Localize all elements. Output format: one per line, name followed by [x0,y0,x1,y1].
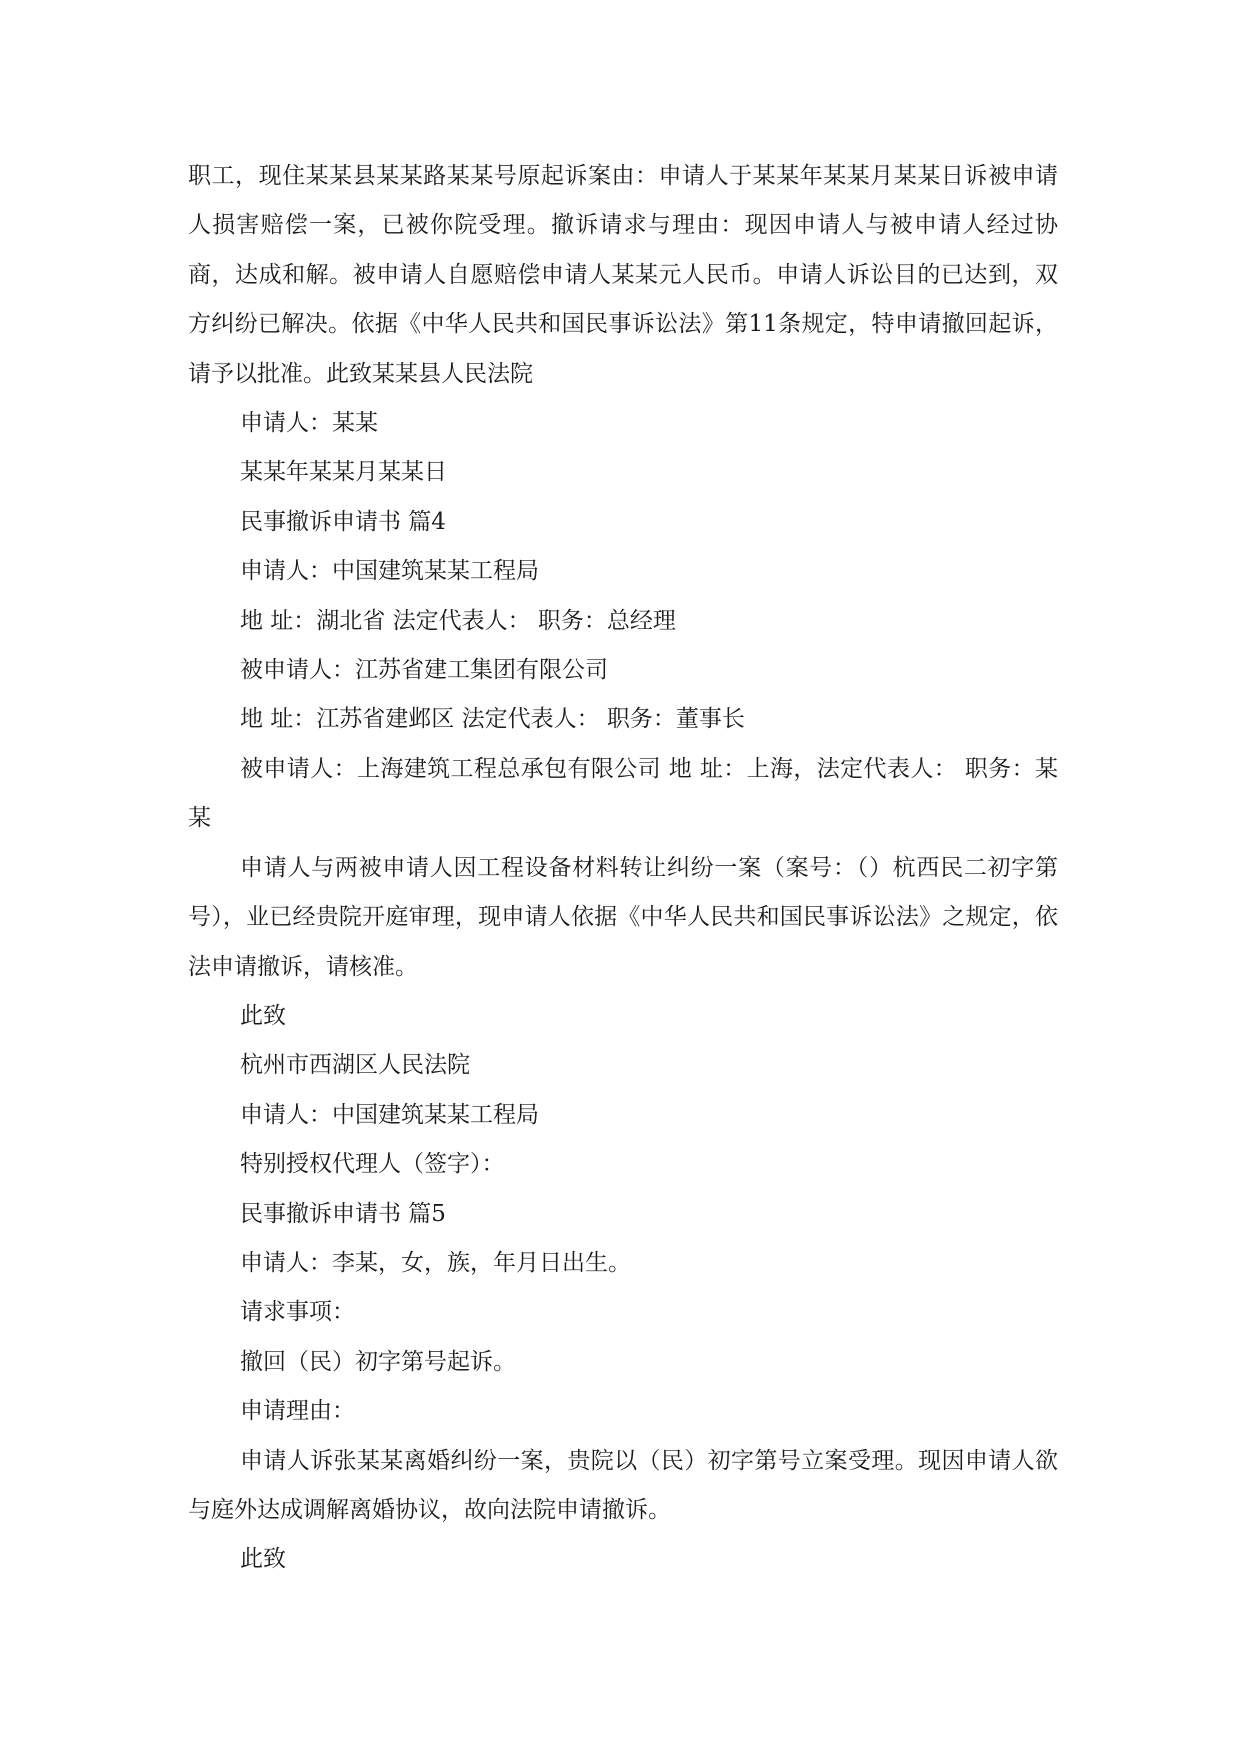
paragraph-court: 杭州市西湖区人民法院 [240,1052,470,1079]
paragraph-requests-heading: 请求事项： [240,1299,355,1326]
paragraph-applicant-address: 地 址：湖北省 法定代表人： 职务：总经理 [240,607,676,634]
paragraph-applicant-signature: 申请人：某某 [240,410,378,437]
paragraph-salutation: 此致 [240,1002,286,1029]
paragraph-agent-signature: 特别授权代理人（签字）： [240,1151,505,1178]
section-heading-5: 民事撤诉申请书 篇5 [240,1200,446,1227]
paragraph-reasons-heading: 申请理由： [240,1398,355,1425]
paragraph-date: 某某年某某月某某日 [240,459,447,486]
document-body [188,152,1058,1585]
paragraph-request-item: 撤回（民）初字第号起诉。 [240,1348,516,1375]
paragraph-withdrawal-request: 申请人与两被申请人因工程设备材料转让纠纷一案（案号：（）杭西民二初字第号），业已经贵院开庭审理，现申请人依据《中华人民共和国民事诉讼法》之规定，依法申请撤诉，请核准。 [188,854,1058,980]
paragraph-applicant: 申请人：李某，女，族，年月日出生。 [240,1249,631,1276]
paragraph-applicant-signature: 申请人：中国建筑某某工程局 [240,1101,539,1128]
section-heading-4: 民事撤诉申请书 篇4 [240,508,446,535]
paragraph-reasons: 申请人诉张某某离婚纠纷一案，贵院以（民）初字第号立案受理。现因申请人欲与庭外达成调解离婚协议，故向法院申请撤诉。 [188,1447,1058,1523]
paragraph-applicant: 申请人：中国建筑某某工程局 [240,558,539,585]
paragraph-salutation: 此致 [240,1546,286,1573]
paragraph-respondent-1: 被申请人：江苏省建工集团有限公司 [240,657,608,684]
paragraph-respondent-1-address: 地 址：江苏省建邺区 法定代表人： 职务：董事长 [240,706,745,733]
paragraph-case-summary: 职工，现住某某县某某路某某号原起诉案由：申请人于某某年某某月某某日诉被申请人损害赔偿一案，已被你院受理。撤诉请求与理由：现因申请人与被申请人经过协商，达成和解。被申请人自愿赔偿申请人某某元人民币。申请人诉讼目的已达到，双方纠纷已解决。依据《中华人民共和国民事诉讼法》第11条规定，特申请撤回起诉，请予以批准。此致某某县人民法院 [188,163,1058,387]
paragraph-respondent-2: 被申请人：上海建筑工程总承包有限公司 地 址：上海，法定代表人： 职务：某某 [188,755,1058,832]
